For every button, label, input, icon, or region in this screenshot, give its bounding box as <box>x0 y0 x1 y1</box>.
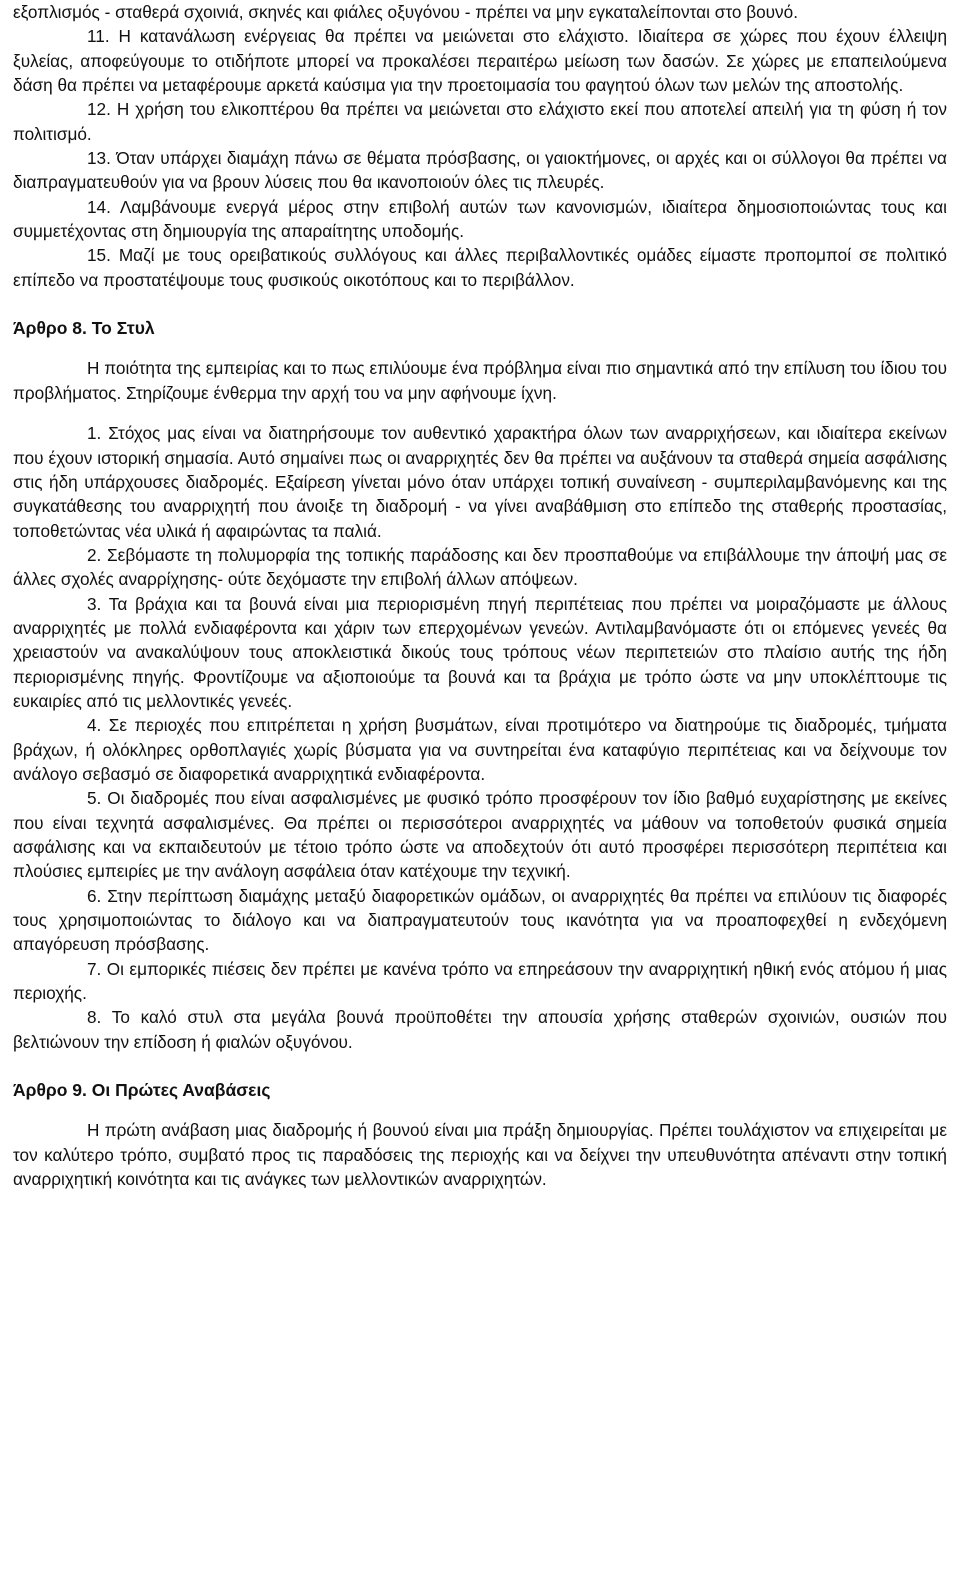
paragraph-style-item-2: 2. Σεβόμαστε τη πολυμορφία της τοπικής παράδοσης και δεν προσπαθούμε να επιβάλλουμε την άποψή μας σε άλλες σχολές αναρρίχησης- ούτε δεχόμαστε την επιβολή άλλων απόψεων. <box>13 544 947 590</box>
paragraph-style-item-8: 8. Το καλό στυλ στα μεγάλα βουνά προϋποθέτει την απουσία χρήσης σταθερών σχοινιών, ουσιών που βελτιώνουν την επίδοση ή φιαλών οξυγόνου. <box>13 1007 947 1052</box>
paragraph-item-15: 15. Μαζί με τους ορειβατικούς συλλόγους και άλλες περιβαλλοντικές ομάδες είμαστε προπομποί σε πολιτικό επίπεδο να προστατέψουμε τους φυσικούς οικοτόπους και το περιβάλλον. <box>13 245 947 290</box>
heading-article-8: Άρθρο 8. Το Στυλ <box>13 318 155 339</box>
heading-gap <box>13 340 947 356</box>
paragraph-item-12: 12. Η χρήση του ελικοπτέρου θα πρέπει να μειώνεται στο ελάχιστο εκεί που αποτελεί απειλή για τη φύση ή τον πολιτισμό. <box>13 99 947 144</box>
intro-gap <box>13 405 947 421</box>
paragraph-article-9-intro: Η πρώτη ανάβαση μιας διαδρομής ή βουνού είναι μια πράξη δημιουργίας. Πρέπει τουλάχιστον να επιχειρείται με τον καλύτερο τρόπο, συμβατό προς τις παραδόσεις της περιοχής και να δείχνει την υπευθυνότητα απέναντι στην τοπική αναρριχητική κοινότητα και τις ανάγκες των μελλοντικών αναρριχητών. <box>13 1120 947 1190</box>
section-gap-2 <box>13 1054 947 1078</box>
paragraph-style-item-6: 6. Στην περίπτωση διαμάχης μεταξύ διαφορετικών ομάδων, οι αναρριχητές θα πρέπει να επιλύουν τις διαφορές τους χρησιμοποιώντας το διάλογο και να διαπραγματευτούν τους ικανότητα για να προαποφεχθεί η ενδεχόμενη απαγόρευση πρόσβασης. <box>13 885 947 955</box>
paragraph-style-item-1: 1. Στόχος μας είναι να διατηρήσουμε τον αυθεντικό χαρακτήρα όλων των αναρριχήσεων, και ιδιαίτερα εκείνων που έχουν ιστορική σημασία. Αυτό σημαίνει πως οι αναρριχητές δεν θα πρέπει να αυξάνουν τα σταθερά σημεία ασφάλισης στις ήδη υπάρχουσες διαδρομές. Εξαίρεση γίνεται μόνο όταν υπάρχει τοπική συναίνεση - συμπεριλαμβανόμενης και της συγκατάθεσης του αναρριχητή που άνοιξε τη διαδρομή - να γίνει αναβάθμιση στο επίπεδο της σταθερής προστασίας, τοποθετώντας νέα υλικά ή αφαιρώντας τα παλιά. <box>13 423 947 541</box>
paragraph-item-11: 11. Η κατανάλωση ενέργειας θα πρέπει να μειώνεται στο ελάχιστο. Ιδιαίτερα σε χώρες που έχουν έλλειψη ξυλείας, αποφεύγουμε το οτιδήποτε μπορεί να προκαλέσει περαιτέρω μείωση των δασών. Σε χώρες με επαπειλούμενα δάση θα πρέπει να μεταφέρουμε αρκετά καύσιμα για την προετοιμασία του φαγητού όλων των μελών της αποστολής. <box>13 26 947 96</box>
section-gap <box>13 292 947 316</box>
paragraph-article-8-intro: Η ποιότητα της εμπειρίας και το πως επιλύουμε ένα πρόβλημα είναι πιο σημαντικά από την επίλυση του ίδιου του προβλήματος. Στηρίζουμε ένθερμα την αρχή του να μην αφήνουμε ίχνη. <box>13 358 947 403</box>
paragraph-equipment-continuation: εξοπλισμός - σταθερά σχοινιά, σκηνές και φιάλες οξυγόνου - πρέπει να μην εγκαταλείπονται στο βουνό. <box>13 2 798 22</box>
paragraph-style-item-7: 7. Οι εμπορικές πιέσεις δεν πρέπει με κανένα τρόπο να επηρεάσουν την αναρριχητική ηθική ενός ατόμου ή μιας περιοχής. <box>13 958 947 1004</box>
paragraph-item-14: 14. Λαμβάνουμε ενεργά μέρος στην επιβολή αυτών των κανονισμών, ιδιαίτερα δημοσιοποιώντας τους και συμμετέχοντας στη δημιουργία της απαραίτητης υποδομής. <box>13 196 947 242</box>
paragraph-style-item-5: 5. Οι διαδρομές που είναι ασφαλισμένες με φυσικό τρόπο προσφέρουν τον ίδιο βαθμό ευχαρίστησης με εκείνες που είναι τεχνητά ασφαλισμένες. Θα πρέπει οι περισσότεροι αναρριχητές να μάθουν να τοποθετούν φυσικά σημεία ασφάλισης και να εκπαιδευτούν με τέτοιο τρόπο ώστε να αποδεχτούν ότι αυτό προσφέρει περισσότερη περιπέτεια και πλούσιες εμπειρίες με την ανάλογη ασφάλεια όταν κατέχουμε την τεχνική. <box>13 788 947 882</box>
heading-gap-2 <box>13 1102 947 1118</box>
paragraph-style-item-4: 4. Σε περιοχές που επιτρέπεται η χρήση βυσμάτων, είναι προτιμότερο να διατηρούμε τις διαδρομές, τμήματα βράχων, ή ολόκληρες ορθοπλαγιές χωρίς βύσματα για να συντηρείται ένα καταφύγιο περιπέτειας και να δείχνουμε τον ανάλογο σεβασμό σε διαφορετικά αναρριχητικά ενδιαφέροντα. <box>13 715 947 784</box>
heading-article-9: Άρθρο 9. Οι Πρώτες Αναβάσεις <box>13 1080 271 1101</box>
paragraph-style-item-3: 3. Τα βράχια και τα βουνά είναι μια περιορισμένη πηγή περιπέτειας που πρέπει να μοιραζόμαστε με άλλους αναρριχητές με πολλά ενδιαφέροντα και χάριν των επερχομένων γενεών. Αντιλαμβανόμαστε ότι οι επόμενες γενεές θα χρειαστούν να ανακαλύψουν τους αποκλειστικά δικούς τους τρόπους νέων περιπετειών στο πλαίσιο αυτής της ήδη περιορισμένης πηγής. Φροντίζουμε να αξιοποιούμε τα βουνά και τα βράχια με τρόπο ώστε να μην υποκλέπτουμε τις ευκαιρίες από τις μελλοντικές γενεές. <box>13 593 947 711</box>
paragraph-item-13: 13. Όταν υπάρχει διαμάχη πάνω σε θέματα πρόσβασης, οι γαιοκτήμονες, οι αρχές και οι σύλλογοι θα πρέπει να διαπραγματευθούν για να βρουν λύσεις που θα ικανοποιούν όλες τις πλευρές. <box>13 148 947 193</box>
